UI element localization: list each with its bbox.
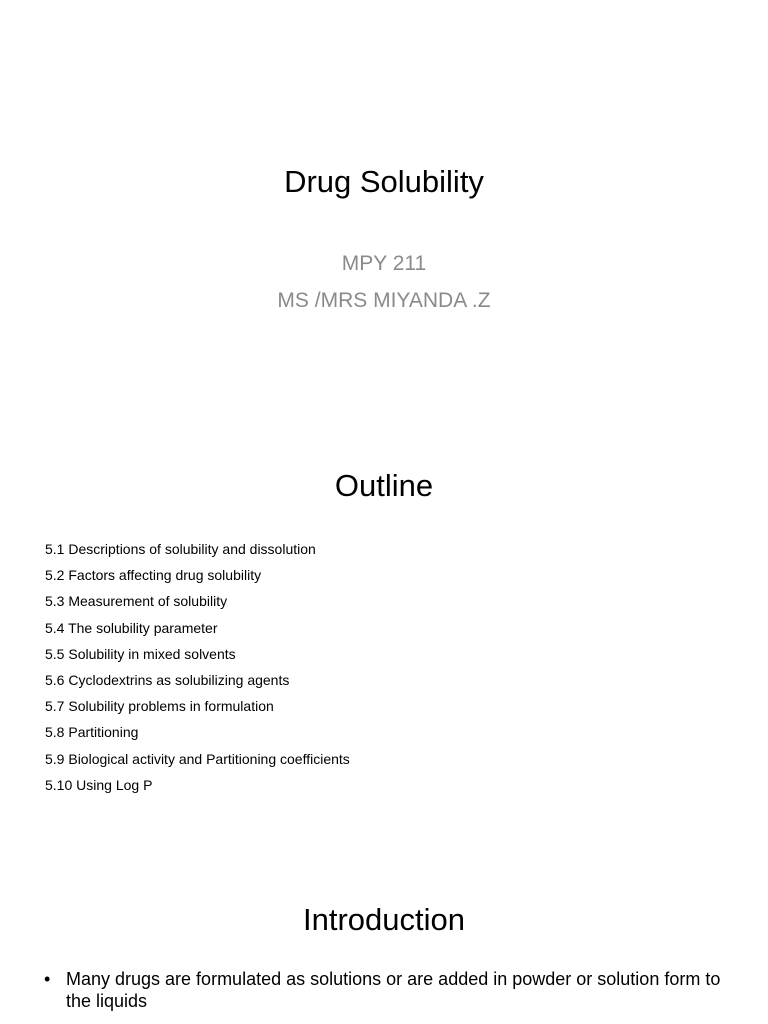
outline-item: 5.1 Descriptions of solubility and dissolution <box>45 541 316 557</box>
bullet-icon: • <box>44 969 51 989</box>
title-slide <box>0 0 768 384</box>
lecturer-name: MS /MRS MIYANDA .Z <box>277 289 491 312</box>
outline-item: 5.6 Cyclodextrins as solubilizing agents <box>45 671 290 688</box>
introduction-slide <box>0 828 768 1024</box>
outline-item: 5.9 Biological activity and Partitioning coefficients <box>45 750 350 767</box>
bullet-text: Many drugs are formulated as solutions or are added in powder or solution form to the liquids <box>66 969 721 1011</box>
slide-title: Drug Solubility <box>284 164 484 199</box>
outline-slide <box>0 386 768 826</box>
outline-item: 5.5 Solubility in mixed solvents <box>45 645 236 662</box>
outline-item: 5.4 The solubility parameter <box>45 619 218 636</box>
outline-item: 5.10 Using Log P <box>45 776 153 793</box>
slide-title: Outline <box>334 468 434 503</box>
outline-item: 5.7 Solubility problems in formulation <box>45 698 274 715</box>
bullet-item <box>44 968 734 1012</box>
course-code: MPY 211 <box>341 252 427 275</box>
outline-item: 5.8 Partitioning <box>45 724 139 741</box>
outline-item: 5.3 Measurement of solubility <box>45 593 228 610</box>
outline-list <box>45 536 350 798</box>
slide-title: Introduction <box>303 902 465 937</box>
outline-item: 5.2 Factors affecting drug solubility <box>45 567 262 584</box>
